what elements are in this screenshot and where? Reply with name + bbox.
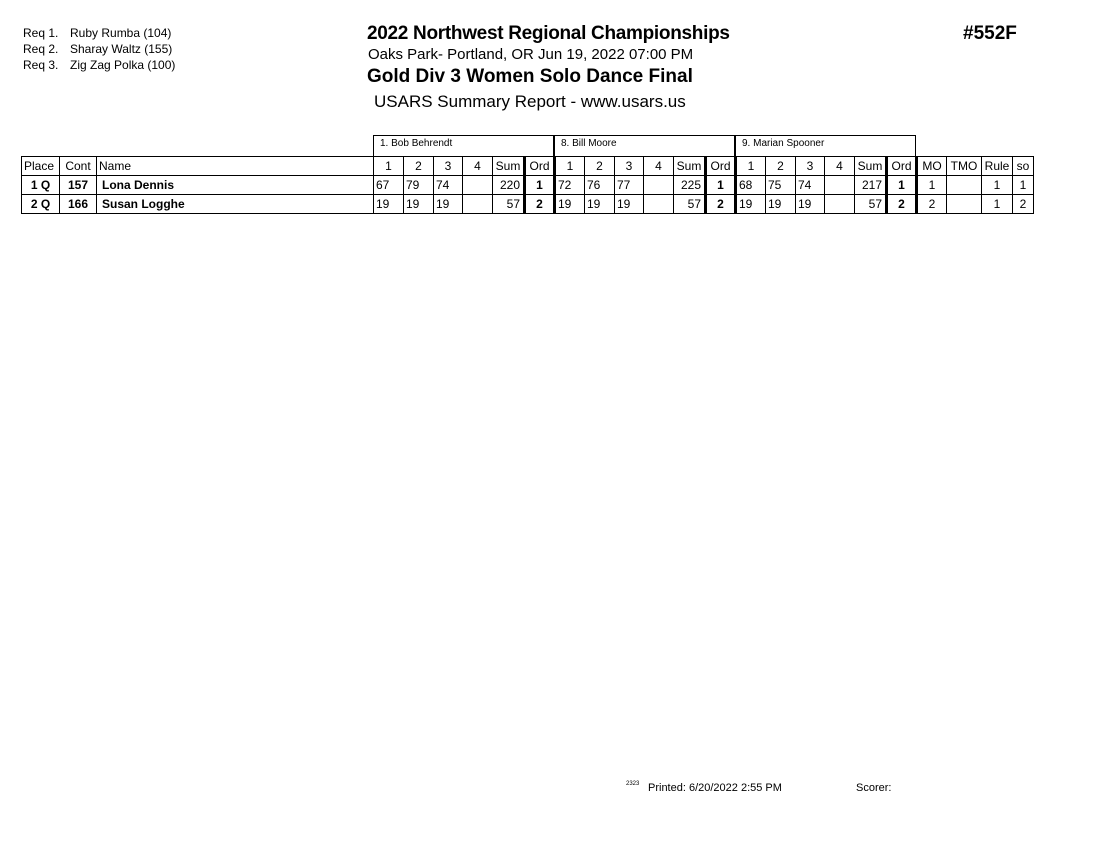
ord-cell: 2 (887, 195, 917, 214)
rule-cell: 1 (982, 176, 1013, 195)
score-cell: 67 (374, 176, 404, 195)
score-cell: 74 (434, 176, 463, 195)
table-row (22, 176, 1034, 195)
score-cell: 19 (796, 195, 825, 214)
score-cell (825, 176, 855, 195)
score-1-header: 1 (374, 157, 404, 176)
score-cell: 19 (434, 195, 463, 214)
score-cell: 19 (766, 195, 796, 214)
score-cell: 19 (736, 195, 766, 214)
report-subtitle: USARS Summary Report - www.usars.us (374, 92, 686, 111)
score-cell: 72 (555, 176, 585, 195)
score-cell: 76 (585, 176, 615, 195)
requirement-dance: Ruby Rumba (104) (70, 26, 172, 40)
score-cell: 77 (615, 176, 644, 195)
footer-code: 2323 (626, 781, 640, 787)
sum-cell: 57 (493, 195, 525, 214)
score-cell (644, 195, 674, 214)
requirement-label: Req 3. (23, 58, 59, 72)
required-dances-list (23, 25, 175, 73)
score-cell: 68 (736, 176, 766, 195)
ord-cell: 1 (887, 176, 917, 195)
ord-cell: 1 (525, 176, 555, 195)
score-cell: 19 (555, 195, 585, 214)
cont-cell: 157 (60, 176, 97, 195)
event-number: #552F (963, 23, 1017, 44)
judge-header-8: 8. Bill Moore (554, 135, 735, 156)
score-2-header: 2 (766, 157, 796, 176)
score-3-header: 3 (434, 157, 463, 176)
score-cell: 75 (766, 176, 796, 195)
score-cell: 19 (585, 195, 615, 214)
report-header (367, 22, 807, 113)
sum-header: Sum (674, 157, 706, 176)
score-cell: 79 (404, 176, 434, 195)
place-header: Place (22, 157, 60, 176)
event-title: Gold Div 3 Women Solo Dance Final (367, 66, 693, 87)
score-3-header: 3 (796, 157, 825, 176)
score-4-header: 4 (644, 157, 674, 176)
column-header-row (22, 157, 1034, 176)
sum-cell: 57 (674, 195, 706, 214)
requirement-item (23, 41, 175, 57)
so-header: so (1013, 157, 1034, 176)
cont-cell: 166 (60, 195, 97, 214)
cont-header: Cont (60, 157, 97, 176)
place-cell: 2 Q (22, 195, 60, 214)
score-cell: 74 (796, 176, 825, 195)
score-cell (825, 195, 855, 214)
place-cell: 1 Q (22, 176, 60, 195)
score-1-header: 1 (736, 157, 766, 176)
rule-header: Rule (982, 157, 1013, 176)
score-4-header: 4 (825, 157, 855, 176)
requirement-dance: Sharay Waltz (155) (70, 42, 173, 56)
sum-header: Sum (493, 157, 525, 176)
skater-name: Susan Logghe (97, 195, 374, 214)
mo-header: MO (917, 157, 947, 176)
so-cell: 2 (1013, 195, 1034, 214)
score-cell: 19 (404, 195, 434, 214)
table-row (22, 195, 1034, 214)
ord-header: Ord (887, 157, 917, 176)
results-table (21, 156, 1034, 214)
score-cell (644, 176, 674, 195)
score-1-header: 1 (555, 157, 585, 176)
championship-title: 2022 Northwest Regional Championships (367, 23, 730, 44)
score-cell (463, 176, 493, 195)
score-3-header: 3 (615, 157, 644, 176)
sum-cell: 225 (674, 176, 706, 195)
requirement-dance: Zig Zag Polka (100) (70, 58, 176, 72)
ord-cell: 2 (706, 195, 736, 214)
score-cell (463, 195, 493, 214)
tmo-cell (947, 176, 982, 195)
ord-cell: 1 (706, 176, 736, 195)
so-cell: 1 (1013, 176, 1034, 195)
ord-header: Ord (706, 157, 736, 176)
requirement-item (23, 25, 175, 41)
venue-date: Oaks Park- Portland, OR Jun 19, 2022 07:00 PM (368, 46, 694, 63)
printed-timestamp: Printed: 6/20/2022 2:55 PM (648, 782, 782, 794)
ord-cell: 2 (525, 195, 555, 214)
score-cell: 19 (374, 195, 404, 214)
sum-cell: 217 (855, 176, 887, 195)
mo-cell: 2 (917, 195, 947, 214)
sum-cell: 57 (855, 195, 887, 214)
sum-cell: 220 (493, 176, 525, 195)
score-4-header: 4 (463, 157, 493, 176)
tmo-cell (947, 195, 982, 214)
tmo-header: TMO (947, 157, 982, 176)
requirement-item (23, 57, 175, 73)
scorer-label: Scorer: (856, 782, 892, 794)
score-2-header: 2 (404, 157, 434, 176)
judge-header-1: 1. Bob Behrendt (373, 135, 554, 156)
rule-cell: 1 (982, 195, 1013, 214)
sum-header: Sum (855, 157, 887, 176)
skater-name: Lona Dennis (97, 176, 374, 195)
name-header: Name (97, 157, 374, 176)
score-2-header: 2 (585, 157, 615, 176)
requirement-label: Req 1. (23, 26, 59, 40)
mo-cell: 1 (917, 176, 947, 195)
score-cell: 19 (615, 195, 644, 214)
judge-header-9: 9. Marian Spooner (735, 135, 916, 156)
ord-header: Ord (525, 157, 555, 176)
requirement-label: Req 2. (23, 42, 59, 56)
